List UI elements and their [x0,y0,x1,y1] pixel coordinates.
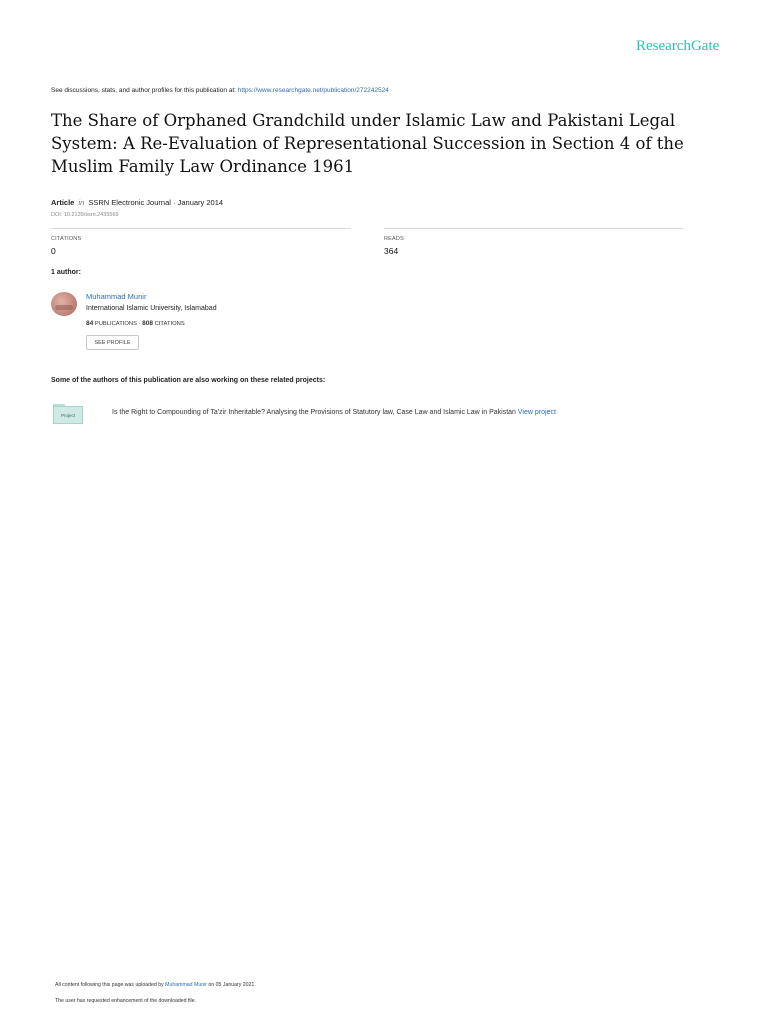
publication-meta [51,198,223,207]
citations-value: 0 [51,246,56,256]
discussion-line [51,87,389,94]
discussion-prefix: See discussions, stats, and author profiles for this publication at: [51,87,238,94]
publication-type: Article [51,198,75,207]
author-avatar[interactable] [51,292,77,316]
author-institution: International Islamic University, Islamabad [86,305,217,312]
uploader-link[interactable]: Muhammad Munir [165,982,207,988]
researchgate-logo[interactable]: ResearchGate [636,38,720,54]
author-stats [86,320,185,327]
author-stats-separator: · [138,321,141,327]
enhancement-note: The user has requested enhancement of the downloaded file. [55,998,197,1004]
citations-label: CITATIONS [51,236,82,242]
reads-label: READS [384,236,404,242]
publication-date: · January 2014 [173,198,224,207]
see-profile-button[interactable]: SEE PROFILE [86,335,139,350]
upload-note [55,982,256,988]
related-projects-heading: Some of the authors of this publication are also working on these related projects: [51,377,326,384]
reads-divider [384,228,683,229]
project-item [112,409,556,416]
author-name-link[interactable]: Muhammad Munir [86,292,147,301]
publication-url-link[interactable]: https://www.researchgate.net/publication/272242524 [237,87,389,94]
author-publications-label: PUBLICATIONS [94,321,137,327]
project-title: Is the Right to Compounding of Ta'zir Inheritable? Analysing the Provisions of Statutory law, Case Law and Islamic Law in Pakistan [112,409,516,416]
view-project-link[interactable]: View project [517,409,556,416]
project-icon-label: Project [53,406,83,424]
reads-value: 364 [384,246,399,256]
publication-title: The Share of Orphaned Grandchild under Islamic Law and Pakistani Legal System: A Re-Evaluation of Representational Succession in Section 4 of the Muslim Family Law Ordinance 1961 [51,111,684,176]
doi: DOI: 10.2139/ssrn.2435569 [51,212,119,218]
author-publications-count: 84 [86,320,94,327]
author-citations-count: 808 [142,320,153,327]
upload-suffix: on 05 January 2021. [206,982,256,988]
author-citations-label: CITATIONS [154,321,185,327]
in-label: in [78,198,85,207]
upload-prefix: All content following this page was uploaded by [55,982,166,988]
authors-heading: 1 author: [51,269,81,276]
project-folder-icon [53,404,83,424]
journal-name: SSRN Electronic Journal [88,198,171,207]
citations-divider [51,228,351,229]
